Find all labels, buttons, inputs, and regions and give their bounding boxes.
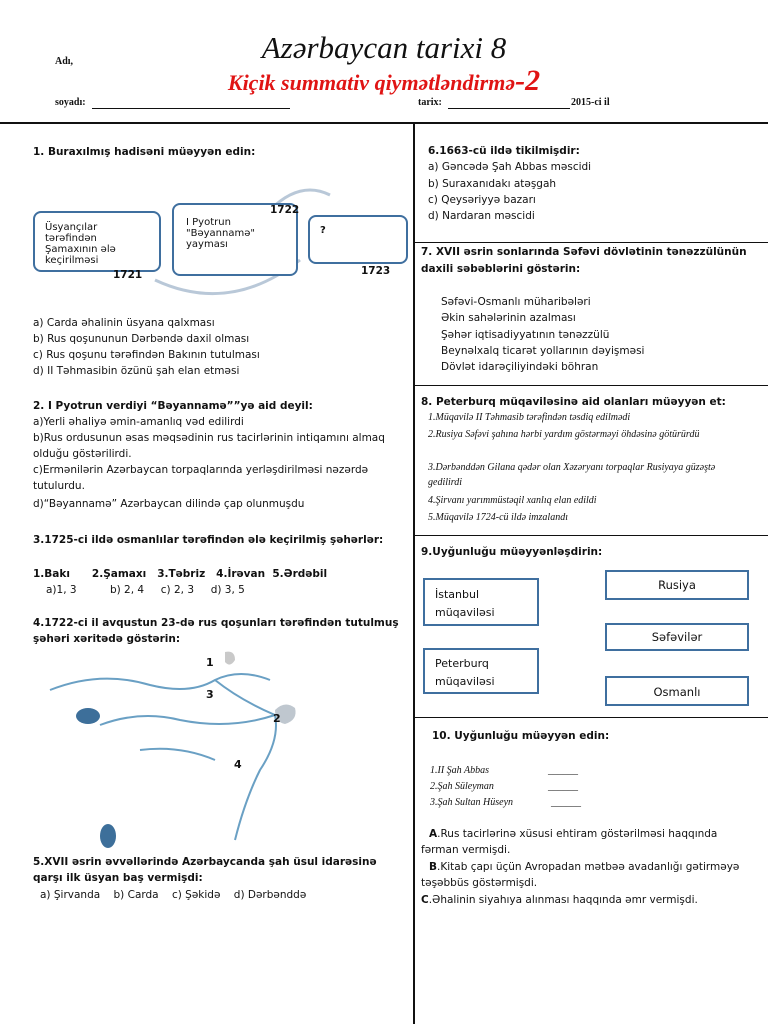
q1-option-d: d) II Təhmasibin özünü şah elan etməsi bbox=[33, 365, 240, 377]
q3-options: a)1, 3 b) 2, 4 c) 2, 3 d) 3, 5 bbox=[46, 584, 245, 596]
q10-answer-c: C.Əhalinin siyahıya alınması haqqında əmr vermişdi. bbox=[421, 894, 698, 906]
q9-right-1: Rusiya bbox=[605, 570, 749, 600]
page-title: Azərbaycan tarixi 8 bbox=[261, 30, 507, 65]
q10-blank-2[interactable]: ______ bbox=[548, 781, 578, 792]
q10-item-2: 2.Şah Süleyman bbox=[430, 781, 494, 792]
q8-item-1: 1.Müqavilə II Təhmasib tərəfindən təsdiq edilmədi bbox=[428, 412, 631, 423]
surname-label: soyadı: bbox=[55, 97, 86, 108]
q7-question: 7. XVII əsrin sonlarında Səfəvi dövlətinin tənəzzülünün daxili səbəblərini göstərin: bbox=[421, 246, 747, 275]
q10-blank-1[interactable]: ______ bbox=[548, 765, 578, 776]
page-subtitle: Kiçik summativ qiymətləndirmə-2 bbox=[227, 64, 541, 97]
q9-left-1: İstanbul müqaviləsi bbox=[423, 578, 539, 626]
q5-question: 5.XVII əsrin əvvəllərində Azərbaycanda şah üsul idarəsinə qarşı ilk üsyan baş vermişdi: bbox=[33, 856, 377, 884]
q8-question: 8. Peterburq müqaviləsinə aid olanları müəyyən et: bbox=[421, 396, 726, 408]
divider-q7 bbox=[415, 385, 768, 386]
q1-year2: 1722 bbox=[270, 204, 300, 216]
q4-question: 4.1722-ci il avqustun 23-də rus qoşunları tərəfindən tutulmuş şəhəri xəritədə göstərin: bbox=[33, 617, 399, 645]
q2-option-d: d)“Bəyannamə” Azərbaycan dilində çap olunmuşdu bbox=[33, 498, 305, 510]
lake-2 bbox=[100, 824, 116, 848]
q2-option-c: c)Ermənilərin Azərbaycan torpaqlarında yerləşdirilməsi nəzərdə tutulurdu. bbox=[33, 464, 369, 492]
q9-left-2: Peterburq müqaviləsi bbox=[423, 648, 539, 694]
surname-line bbox=[92, 108, 290, 109]
q8-item-5: 5.Müqavilə 1724-cü ildə imzalandı bbox=[428, 512, 568, 523]
map-label-2: 2 bbox=[273, 712, 281, 725]
name-label: Adı, bbox=[55, 56, 74, 67]
q7-item-4: Beynəlxalq ticarət yollarının dəyişməsi bbox=[441, 345, 645, 357]
q7-item-3: Şəhər iqtisadiyyatının tənəzzülü bbox=[441, 329, 610, 341]
map-label-3: 3 bbox=[206, 688, 214, 701]
q6-option-d: d) Nardaran məscidi bbox=[428, 210, 535, 222]
q1-year1: 1721 bbox=[113, 269, 143, 281]
q6-option-c: c) Qeysəriyyə bazarı bbox=[428, 194, 536, 206]
q8-item-4: 4.Şirvanı yarımmüstəqil xanlıq elan edildi bbox=[428, 495, 597, 506]
q7-item-1: Səfəvi-Osmanlı müharibələri bbox=[441, 296, 591, 308]
q10-answer-a: A.Rus tacirlərinə xüsusi ehtiram göstərilməsi haqqında fərman vermişdi. bbox=[421, 828, 718, 856]
q1-option-c: c) Rus qoşunu tərəfindən Bakının tutulması bbox=[33, 349, 260, 361]
date-suffix: 2015-ci il bbox=[571, 97, 610, 108]
q2-option-a: a)Yerli əhaliyə əmin-amanlıq vəd edilirdi bbox=[33, 416, 244, 428]
top-rule bbox=[0, 122, 768, 124]
q5-options: a) Şirvanda b) Carda c) Şəkidə d) Dərbənddə bbox=[40, 889, 307, 901]
lake-1 bbox=[76, 708, 100, 724]
q9-right-3: Osmanlı bbox=[605, 676, 749, 706]
q1-box3: ? bbox=[308, 215, 408, 264]
q8-item-2: 2.Rusiya Səfəvi şahına hərbi yardım göstərməyi öhdəsinə götürürdü bbox=[428, 429, 700, 440]
q2-option-b: b)Rus ordusunun əsas məqsədinin rus tacirlərinin intiqamını almaq olduğu göstərilirdi. bbox=[33, 432, 385, 460]
q10-question: 10. Uyğunluğu müəyyən edin: bbox=[432, 730, 610, 742]
map-label-1: 1 bbox=[206, 656, 214, 669]
divider-q9 bbox=[415, 717, 768, 718]
q9-right-2: Səfəvilər bbox=[605, 623, 749, 651]
q10-answer-b: B.Kitab çapı üçün Avropadan mətbəə avadanlığı gətirməyə təşəbbüs göstərmişdi. bbox=[421, 861, 740, 889]
snow-area bbox=[225, 652, 235, 665]
q1-box1: Üsyançılar tərəfindən Şamaxının ələ keçirilməsi bbox=[33, 211, 161, 272]
q3-cities: 1.Bakı 2.Şamaxı 3.Təbriz 4.İrəvan 5.Ərdəbil bbox=[33, 568, 328, 580]
q7-item-5: Dövlət idarəçiliyindəki böhran bbox=[441, 361, 599, 373]
q8-item-3: 3.Dərbənddən Gilana qədər olan Xəzəryanı torpaqlar Rusiyaya güzəştə gedilirdi bbox=[428, 462, 716, 488]
date-line bbox=[448, 108, 570, 109]
q6-option-a: a) Gəncədə Şah Abbas məscidi bbox=[428, 161, 592, 173]
q7-item-2: Əkin sahələrinin azalması bbox=[441, 312, 576, 324]
column-divider bbox=[413, 122, 415, 1024]
rivers bbox=[50, 674, 276, 840]
q1-year3: 1723 bbox=[361, 265, 391, 277]
date-label: tarix: bbox=[418, 97, 442, 108]
q2-question: 2. I Pyotrun verdiyi “Bəyannamə””yə aid deyil: bbox=[33, 400, 313, 412]
q10-item-1: 1.II Şah Abbas bbox=[430, 765, 489, 776]
q6-question: 6.1663-cü ildə tikilmişdir: bbox=[428, 145, 580, 157]
q4-map bbox=[40, 650, 320, 850]
divider-q8 bbox=[415, 535, 768, 536]
q1-option-a: a) Carda əhalinin üsyana qalxması bbox=[33, 317, 215, 329]
q1-option-b: b) Rus qoşununun Dərbəndə daxil olması bbox=[33, 333, 250, 345]
q10-item-3: 3.Şah Sultan Hüseyn bbox=[430, 797, 514, 808]
divider-q6 bbox=[415, 242, 768, 243]
q3-question: 3.1725-ci ildə osmanlılar tərəfindən ələ keçirilmiş şəhərlər: bbox=[33, 534, 384, 546]
q9-question: 9.Uyğunluğu müəyyənləşdirin: bbox=[421, 546, 603, 558]
q1-question: 1. Buraxılmış hadisəni müəyyən edin: bbox=[33, 146, 256, 158]
q1-box2: I Pyotrun "Bəyannamə" yayması bbox=[172, 203, 298, 276]
q10-blank-3[interactable]: ______ bbox=[551, 797, 581, 808]
map-label-4: 4 bbox=[234, 758, 242, 771]
q6-option-b: b) Suraxanıdakı atəşgah bbox=[428, 178, 557, 190]
